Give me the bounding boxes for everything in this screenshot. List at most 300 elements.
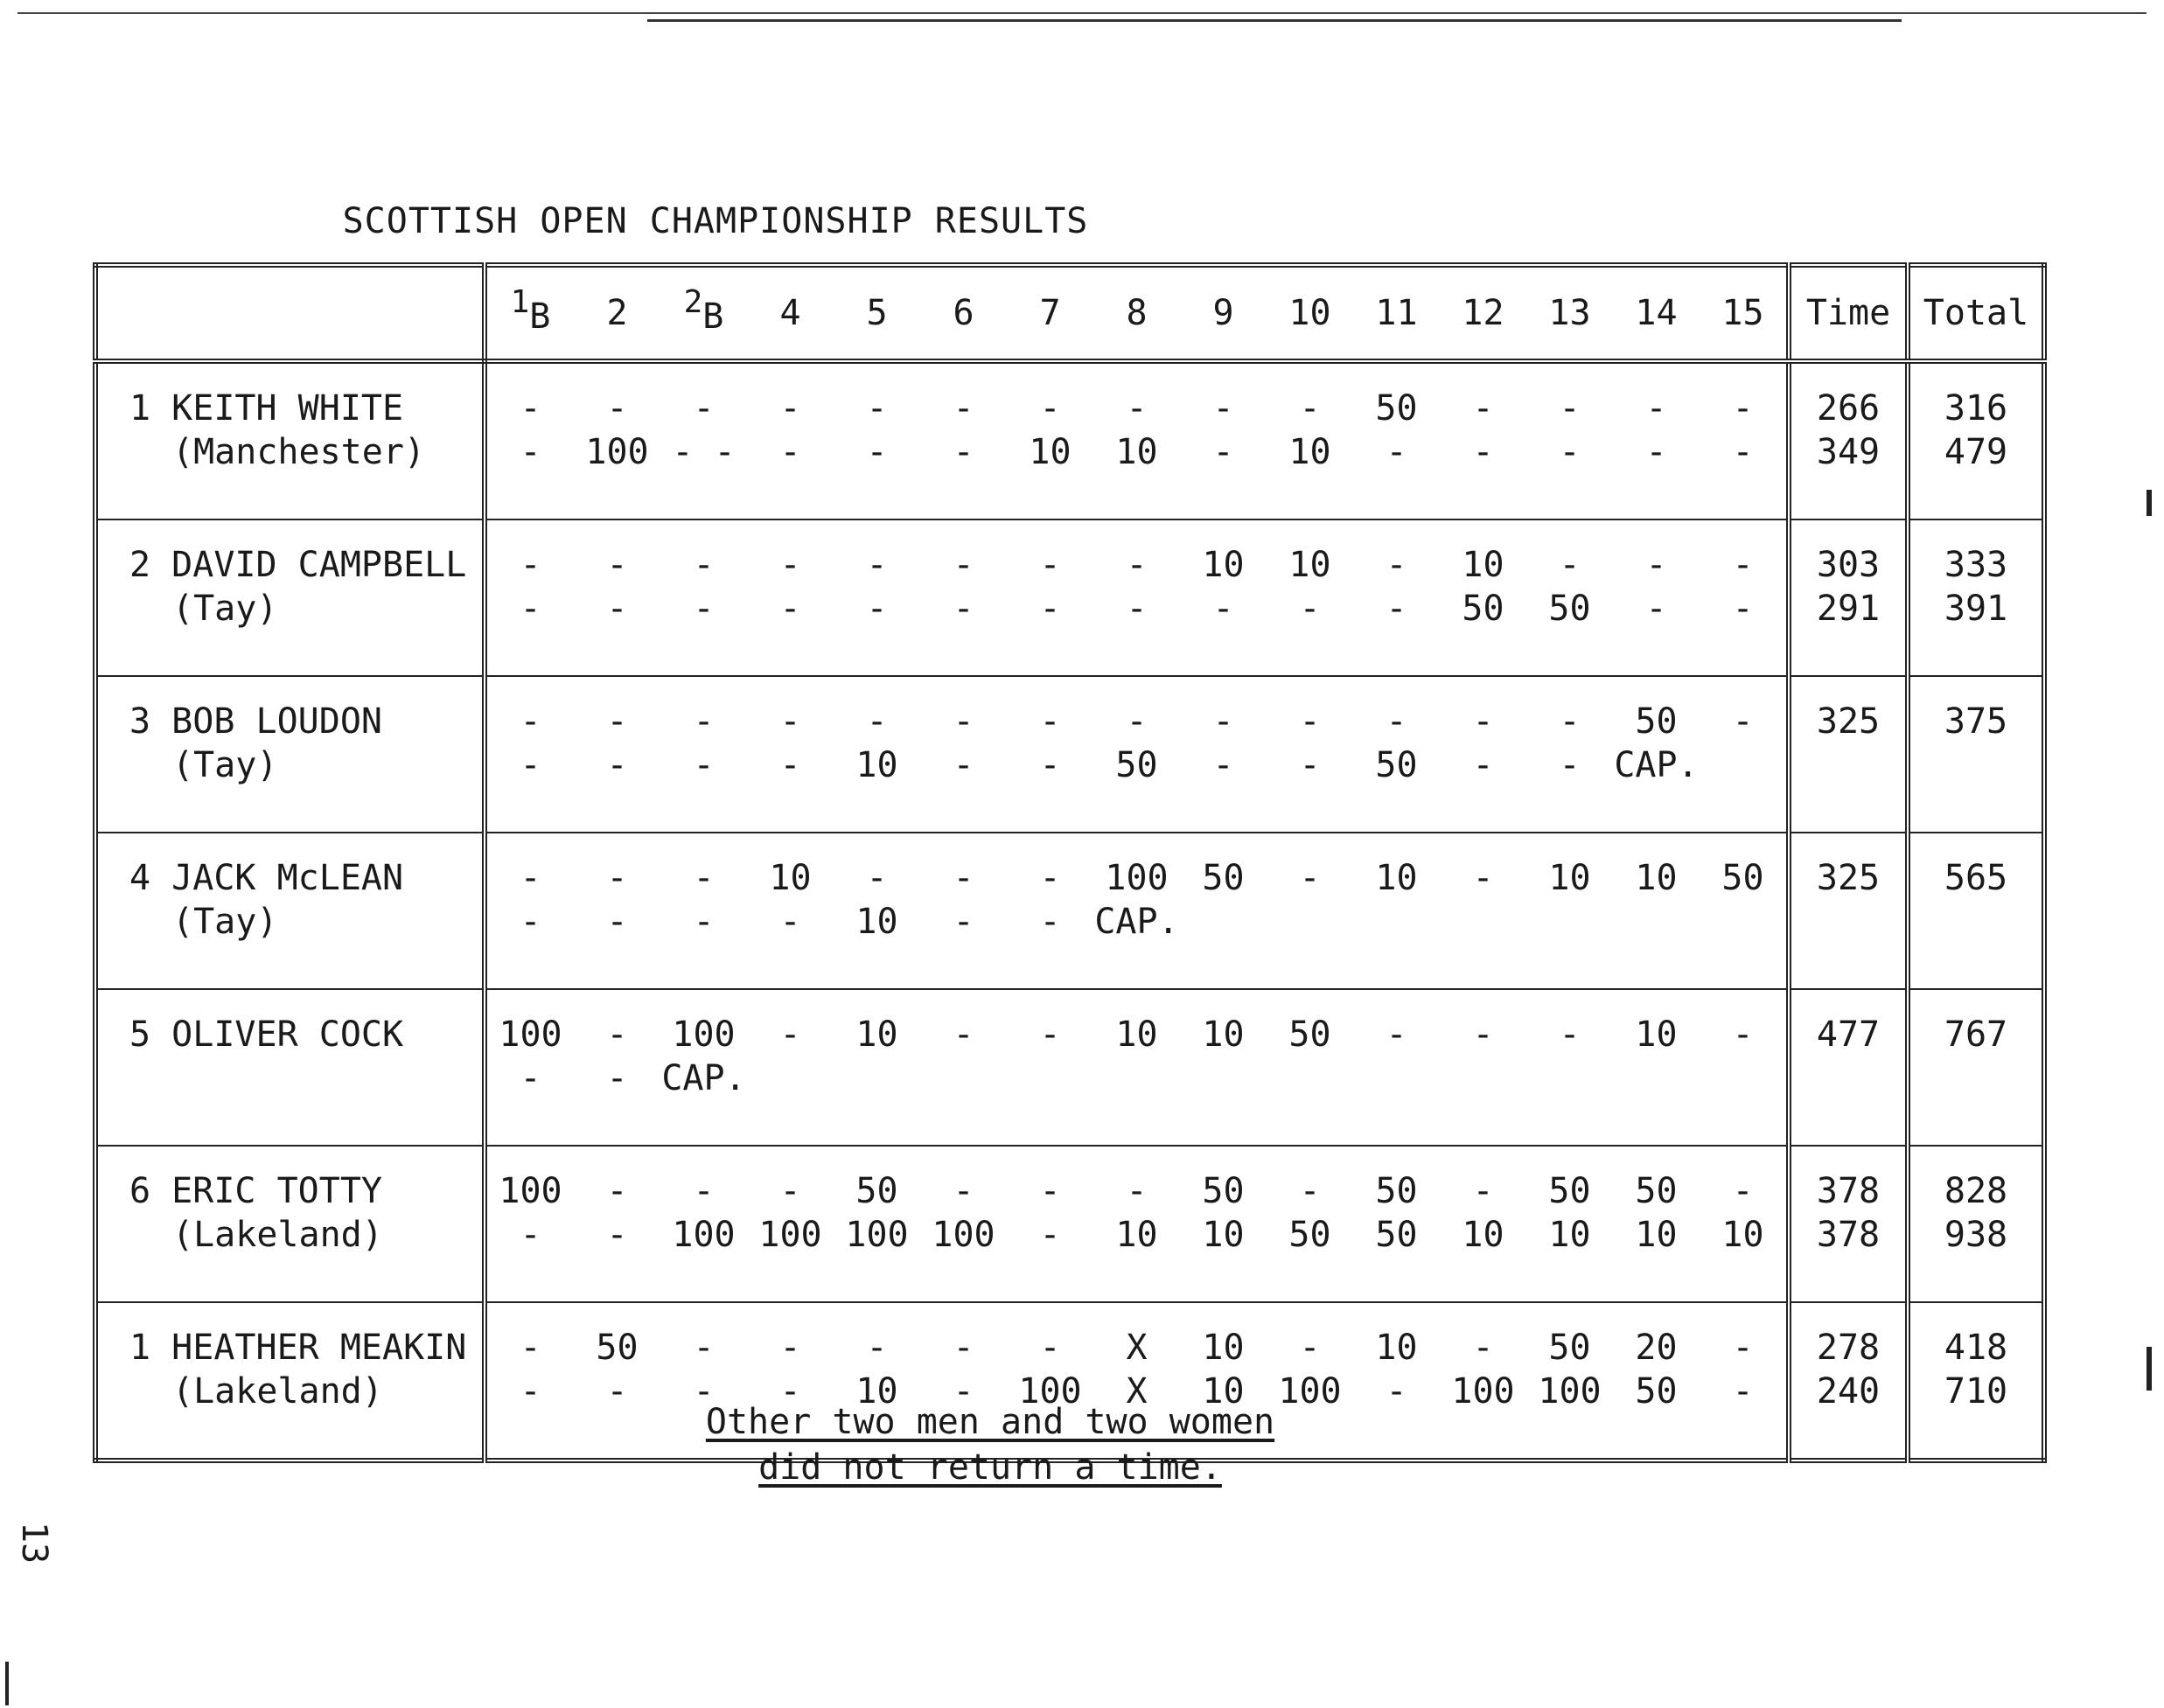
score-round-1: 100	[499, 1171, 562, 1211]
hole-score-cell	[1353, 519, 1440, 676]
score-round-2: -	[693, 902, 715, 942]
score-round-1: -	[953, 1171, 974, 1211]
score-round-2: 10	[855, 745, 898, 785]
score-round-2: 10	[1202, 1215, 1245, 1255]
score-round-2: 100	[1018, 1371, 1082, 1412]
score-round-2: -	[1039, 745, 1061, 785]
score-round-1: -	[1212, 701, 1234, 742]
score-round-1: -	[1299, 858, 1321, 898]
score-round-2: 10	[855, 902, 898, 942]
hole-score-cell	[1007, 519, 1093, 676]
hole-score-cell	[1700, 519, 1789, 676]
hole-score-cell	[920, 676, 1007, 833]
score-round-2: -	[520, 1215, 541, 1255]
score-round-2: 100	[585, 432, 649, 472]
score-round-2: -	[1472, 432, 1494, 472]
time-cell	[1789, 989, 1908, 1146]
score-round-2	[1700, 743, 1786, 787]
score-round-1: -	[1732, 1171, 1754, 1211]
score-round-2: -	[520, 1371, 541, 1412]
hole-score-cell	[834, 1146, 920, 1302]
score-round-1: 10	[1115, 1014, 1158, 1055]
score-round-1: -	[953, 1014, 974, 1055]
hole-score-cell	[747, 833, 834, 989]
score-round-1: 50	[1375, 1171, 1418, 1211]
score-round-1: 50	[1548, 1328, 1591, 1368]
score-round-2: -	[779, 432, 801, 472]
score-round-2	[1440, 900, 1526, 944]
score-round-2: -	[1212, 589, 1234, 629]
hole-score-cell	[574, 1146, 660, 1302]
score-round-2: 50	[1115, 745, 1158, 785]
score-round-1: -	[1732, 1014, 1754, 1055]
competitor-name-cell	[95, 676, 485, 833]
total-value: 938	[1944, 1215, 2008, 1255]
competitor-club: (Tay)	[172, 589, 278, 629]
score-round-1: -	[1559, 545, 1581, 585]
total-value: 767	[1944, 1014, 2008, 1055]
score-round-1: -	[866, 701, 888, 742]
score-round-2: CAP.	[661, 1058, 746, 1098]
score-round-2: -	[1386, 589, 1407, 629]
score-round-1: -	[866, 858, 888, 898]
margin-mark	[5, 1662, 9, 1705]
score-round-1: -	[953, 1328, 974, 1368]
total-cell	[1908, 676, 2044, 833]
score-round-1: -	[953, 701, 974, 742]
time-cell	[1789, 1146, 1908, 1302]
score-round-2: 50	[1288, 1215, 1331, 1255]
score-round-1: 50	[1288, 1014, 1331, 1055]
score-round-1: -	[520, 545, 541, 585]
hole-score-cell	[920, 361, 1007, 519]
header-time: Time	[1789, 265, 1908, 361]
score-round-1: -	[606, 701, 628, 742]
score-round-1: -	[693, 858, 715, 898]
score-round-1: -	[606, 388, 628, 429]
score-round-1: -	[1039, 388, 1061, 429]
header-hole-10: 10	[1267, 265, 1353, 361]
score-round-2: -	[1732, 1371, 1754, 1412]
score-round-2: 100	[1538, 1371, 1602, 1412]
total-value	[1910, 900, 2042, 944]
page-top-edge-heavy	[647, 19, 1902, 22]
time-value: 378	[1816, 1171, 1881, 1211]
hole-score-cell	[920, 989, 1007, 1146]
score-round-2: 50	[1548, 589, 1591, 629]
hole-score-cell	[1007, 833, 1093, 989]
time-value	[1791, 900, 1905, 944]
score-round-1: -	[693, 1328, 715, 1368]
hole-score-cell	[1267, 833, 1353, 989]
score-round-2: 100	[845, 1215, 909, 1255]
score-round-2: 10	[1115, 432, 1158, 472]
score-round-1: 10	[1635, 1014, 1678, 1055]
hole-score-cell	[1440, 989, 1526, 1146]
hole-score-cell	[1007, 676, 1093, 833]
score-round-1: -	[1559, 701, 1581, 742]
hole-score-cell	[1093, 833, 1180, 989]
score-round-2	[1526, 900, 1613, 944]
score-round-1: -	[1732, 545, 1754, 585]
competitor-name: 4 JACK McLEAN	[129, 858, 404, 898]
time-value: 291	[1816, 589, 1881, 629]
hole-score-cell	[574, 989, 660, 1146]
score-round-2	[747, 1056, 834, 1100]
score-round-2: 10	[1202, 1371, 1245, 1412]
score-round-2: 100	[1278, 1371, 1342, 1412]
score-round-1: -	[866, 545, 888, 585]
score-round-2	[1180, 1056, 1267, 1100]
header-hole-4: 4	[747, 265, 834, 361]
score-round-1: -	[1126, 545, 1148, 585]
total-cell	[1908, 989, 2044, 1146]
score-round-1: -	[953, 545, 974, 585]
hole-score-cell	[747, 519, 834, 676]
time-value: 378	[1816, 1215, 1881, 1255]
score-round-2: -	[606, 1058, 628, 1098]
time-value: 266	[1816, 388, 1881, 429]
score-round-1: 50	[1721, 858, 1764, 898]
hole-score-cell	[1180, 676, 1267, 833]
competitor-row	[95, 676, 2044, 833]
score-round-2: -	[1645, 589, 1667, 629]
score-round-2: -	[953, 589, 974, 629]
time-value: 240	[1816, 1371, 1881, 1412]
competitor-name-cell	[95, 989, 485, 1146]
score-round-2: -	[693, 745, 715, 785]
time-value	[1791, 743, 1905, 787]
score-round-1: -	[779, 388, 801, 429]
score-round-2: -	[520, 745, 541, 785]
total-value: 565	[1944, 858, 2008, 898]
header-hole-2b: 2B	[660, 265, 747, 361]
score-round-1: 50	[1635, 701, 1678, 742]
competitor-row	[95, 361, 2044, 519]
hole-score-cell	[1613, 1146, 1700, 1302]
hole-score-cell	[660, 519, 747, 676]
score-round-1: -	[606, 858, 628, 898]
page-top-edge	[17, 12, 2147, 14]
score-round-2: - -	[672, 432, 736, 472]
competitor-name-cell	[95, 833, 485, 989]
header-hole-1b: 1B	[485, 265, 574, 361]
competitor-name: 1 HEATHER MEAKIN	[129, 1328, 467, 1368]
score-round-2: 10	[1635, 1215, 1678, 1255]
hole-score-cell	[485, 833, 574, 989]
header-hole-7: 7	[1007, 265, 1093, 361]
score-round-1: -	[1299, 1328, 1321, 1368]
total-value	[1910, 743, 2042, 787]
time-cell	[1789, 676, 1908, 833]
score-round-1: 100	[1105, 858, 1169, 898]
score-round-2	[1007, 1056, 1093, 1100]
competitor-name: 6 ERIC TOTTY	[129, 1171, 382, 1211]
score-round-2: -	[1386, 1371, 1407, 1412]
score-round-1: -	[1472, 701, 1494, 742]
score-round-1: 50	[1202, 1171, 1245, 1211]
score-round-2: -	[606, 1215, 628, 1255]
page-number: 13	[14, 1522, 54, 1565]
score-round-1: -	[1472, 1014, 1494, 1055]
score-round-2: -	[1559, 745, 1581, 785]
score-round-1: -	[1645, 545, 1667, 585]
score-round-1: X	[1126, 1328, 1148, 1368]
hole-score-cell	[834, 519, 920, 676]
score-round-2: -	[1212, 432, 1234, 472]
hole-score-cell	[1526, 833, 1613, 989]
time-value: 477	[1816, 1014, 1881, 1055]
score-round-2	[1353, 900, 1440, 944]
score-round-2: 10	[1288, 432, 1331, 472]
score-round-2: -	[779, 589, 801, 629]
hole-score-cell	[747, 676, 834, 833]
results-body	[95, 361, 2044, 1461]
score-round-2: 10	[1115, 1215, 1158, 1255]
hole-score-cell	[485, 361, 574, 519]
header-hole-2: 2	[574, 265, 660, 361]
score-round-1: -	[520, 1328, 541, 1368]
total-cell	[1908, 361, 2044, 519]
score-round-1: -	[779, 545, 801, 585]
score-round-1: 50	[855, 1171, 898, 1211]
header-total: Total	[1908, 265, 2044, 361]
hole-score-cell	[1093, 361, 1180, 519]
score-round-1: -	[1386, 701, 1407, 742]
hole-score-cell	[1613, 519, 1700, 676]
hole-score-cell	[1526, 361, 1613, 519]
hole-score-cell	[1700, 1146, 1789, 1302]
time-value: 278	[1816, 1328, 1881, 1368]
score-round-2	[1613, 900, 1700, 944]
time-cell	[1789, 519, 1908, 676]
competitor-row	[95, 989, 2044, 1146]
total-value: 375	[1944, 701, 2008, 742]
competitor-club: (Tay)	[172, 745, 278, 785]
hole-score-cell	[1007, 989, 1093, 1146]
footnote	[0, 1399, 1980, 1490]
hole-score-cell	[574, 361, 660, 519]
score-round-2: -	[693, 1371, 715, 1412]
competitor-name: 1 KEITH WHITE	[129, 388, 404, 429]
margin-mark	[2147, 490, 2152, 516]
hole-score-cell	[1440, 676, 1526, 833]
score-round-2	[834, 1056, 920, 1100]
total-value: 479	[1944, 432, 2008, 472]
hole-score-cell	[1007, 1146, 1093, 1302]
total-cell	[1908, 833, 2044, 989]
score-round-1: -	[520, 388, 541, 429]
score-round-1: -	[1472, 858, 1494, 898]
score-round-2: -	[1039, 589, 1061, 629]
score-round-2: -	[1386, 432, 1407, 472]
hole-score-cell	[834, 833, 920, 989]
score-round-1: 50	[1375, 388, 1418, 429]
score-round-1: -	[1732, 701, 1754, 742]
score-round-1: -	[520, 701, 541, 742]
score-round-1: 100	[499, 1014, 562, 1055]
hole-score-cell	[1700, 361, 1789, 519]
hole-score-cell	[920, 833, 1007, 989]
hole-score-cell	[574, 676, 660, 833]
header-row	[95, 265, 2044, 361]
score-round-1: 10	[1288, 545, 1331, 585]
score-round-1: -	[1039, 1328, 1061, 1368]
hole-score-cell	[1093, 1146, 1180, 1302]
score-round-2: CAP.	[1094, 902, 1179, 942]
hole-score-cell	[1526, 989, 1613, 1146]
score-round-2: -	[1039, 902, 1061, 942]
hole-score-cell	[1180, 989, 1267, 1146]
score-round-1: -	[1039, 1014, 1061, 1055]
score-round-2: -	[779, 1371, 801, 1412]
hole-score-cell	[574, 833, 660, 989]
hole-score-cell	[1700, 989, 1789, 1146]
hole-score-cell	[1613, 676, 1700, 833]
score-round-1: -	[953, 388, 974, 429]
competitor-club: (Lakeland)	[172, 1215, 383, 1255]
score-round-1: -	[1472, 1171, 1494, 1211]
score-round-1: -	[693, 388, 715, 429]
score-round-1: -	[1299, 701, 1321, 742]
hole-score-cell	[1613, 833, 1700, 989]
score-round-2: -	[1126, 589, 1148, 629]
header-name-cell	[95, 265, 485, 361]
score-round-2: 100	[1451, 1371, 1515, 1412]
hole-score-cell	[1353, 361, 1440, 519]
score-round-1: 10	[1202, 1328, 1245, 1368]
score-round-2: 50	[1375, 1215, 1418, 1255]
hole-score-cell	[1440, 1146, 1526, 1302]
hole-score-cell	[1526, 676, 1613, 833]
hole-score-cell	[485, 1146, 574, 1302]
hole-score-cell	[1353, 833, 1440, 989]
score-round-1: 10	[855, 1014, 898, 1055]
score-round-2: -	[953, 432, 974, 472]
score-round-2: -	[1039, 1215, 1061, 1255]
hole-score-cell	[920, 1146, 1007, 1302]
score-round-2: -	[520, 432, 541, 472]
score-round-1: -	[606, 545, 628, 585]
hole-score-cell	[660, 1146, 747, 1302]
score-round-1: -	[1559, 1014, 1581, 1055]
score-round-2: -	[606, 902, 628, 942]
hole-score-cell	[920, 519, 1007, 676]
score-round-2: -	[953, 902, 974, 942]
score-round-2: 100	[672, 1215, 736, 1255]
score-round-2: -	[520, 589, 541, 629]
competitor-row	[95, 519, 2044, 676]
hole-score-cell	[1267, 676, 1353, 833]
score-round-2	[1267, 1056, 1353, 1100]
score-round-2: 10	[855, 1371, 898, 1412]
score-round-1: 50	[1635, 1171, 1678, 1211]
score-round-1: -	[779, 701, 801, 742]
score-round-1: 10	[1462, 545, 1504, 585]
total-cell	[1908, 1146, 2044, 1302]
header-hole-14: 14	[1613, 265, 1700, 361]
competitor-name-cell	[95, 519, 485, 676]
score-round-2: 100	[932, 1215, 995, 1255]
score-round-1: -	[1039, 858, 1061, 898]
score-round-2	[1526, 1056, 1613, 1100]
hole-score-cell	[1700, 676, 1789, 833]
score-round-2: 10	[1548, 1215, 1591, 1255]
score-round-2	[1440, 1056, 1526, 1100]
score-round-2: 10	[1462, 1215, 1504, 1255]
hole-score-cell	[834, 361, 920, 519]
hole-score-cell	[1353, 989, 1440, 1146]
score-round-2: -	[953, 1371, 974, 1412]
hole-score-cell	[1180, 519, 1267, 676]
time-value: 303	[1816, 545, 1881, 585]
score-round-2	[1700, 1056, 1786, 1100]
hole-score-cell	[1007, 361, 1093, 519]
time-value: 325	[1816, 701, 1881, 742]
score-round-1: -	[606, 1014, 628, 1055]
score-round-2: -	[1559, 432, 1581, 472]
header-hole-8: 8	[1093, 265, 1180, 361]
total-value: 710	[1944, 1371, 2008, 1412]
score-round-1: -	[1126, 701, 1148, 742]
footnote-line-2: did not return a time.	[758, 1447, 1222, 1488]
total-value: 418	[1944, 1328, 2008, 1368]
header-hole-9: 9	[1180, 265, 1267, 361]
total-value: 316	[1944, 388, 2008, 429]
hole-score-cell	[747, 361, 834, 519]
time-cell	[1789, 833, 1908, 989]
header-hole-5: 5	[834, 265, 920, 361]
competitor-name: 3 BOB LOUDON	[129, 701, 382, 742]
hole-score-cell	[660, 989, 747, 1146]
hole-score-cell	[1180, 833, 1267, 989]
competitor-name: 2 DAVID CAMPBELL	[129, 545, 467, 585]
score-round-1: -	[1126, 1171, 1148, 1211]
hole-score-cell	[1440, 361, 1526, 519]
score-round-1: -	[1039, 545, 1061, 585]
margin-mark	[2147, 1347, 2152, 1391]
score-round-1: -	[1299, 1171, 1321, 1211]
hole-score-cell	[747, 989, 834, 1146]
competitor-row	[95, 833, 2044, 989]
score-round-1: 20	[1635, 1328, 1678, 1368]
hole-score-cell	[1093, 989, 1180, 1146]
competitor-row	[95, 1146, 2044, 1302]
score-round-1: -	[1732, 388, 1754, 429]
score-round-2	[1700, 900, 1786, 944]
header-hole-12: 12	[1440, 265, 1526, 361]
score-round-1: 50	[1548, 1171, 1591, 1211]
total-value: 391	[1944, 589, 2008, 629]
score-round-2	[1353, 1056, 1440, 1100]
score-round-1: -	[866, 388, 888, 429]
score-round-1: -	[1212, 388, 1234, 429]
hole-score-cell	[485, 989, 574, 1146]
total-cell	[1908, 519, 2044, 676]
hole-score-cell	[834, 989, 920, 1146]
score-round-1: -	[779, 1014, 801, 1055]
hole-score-cell	[834, 676, 920, 833]
score-round-2: X	[1126, 1371, 1148, 1412]
hole-score-cell	[485, 676, 574, 833]
score-round-2: -	[606, 589, 628, 629]
hole-score-cell	[1180, 1146, 1267, 1302]
score-round-2: -	[779, 745, 801, 785]
score-round-2	[1267, 900, 1353, 944]
score-round-2	[1093, 1056, 1180, 1100]
score-round-1: 10	[1375, 858, 1418, 898]
time-value: 349	[1816, 432, 1881, 472]
